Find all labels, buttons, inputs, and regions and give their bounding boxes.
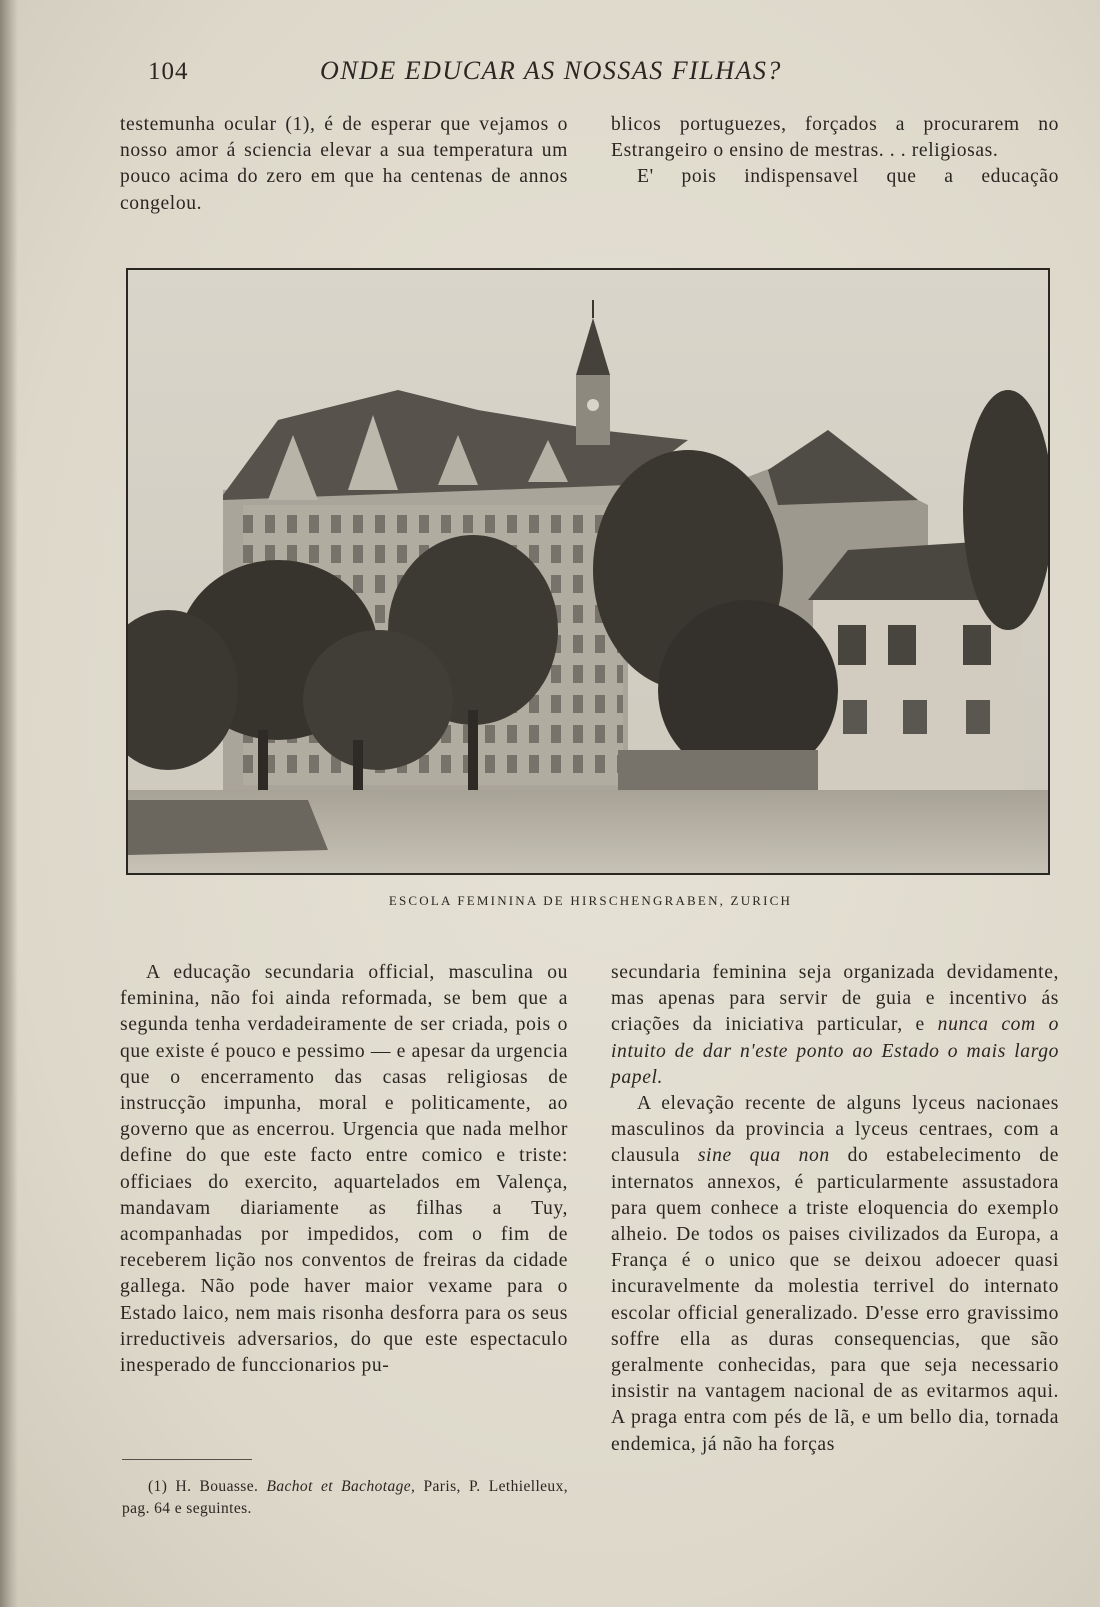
building-illustration [128, 270, 1048, 873]
footnote-work: Bachot et Bachotage, [266, 1478, 416, 1495]
school-photograph [126, 268, 1050, 875]
page-number: 104 [148, 58, 189, 85]
italic-run: nunca com o intuito de dar n'este ponto ao Estado o mais largo papel. [611, 1014, 1060, 1088]
footnote-marker: (1) [148, 1478, 168, 1495]
text-run: A elevação recente de alguns lyceus nacionaes masculinos da provincia a lyceus centraes, com a clausula [611, 1093, 1059, 1167]
italic-run: sine qua non [697, 1145, 830, 1167]
paragraph: blicos portuguezes, forçados a procurarem no Estrangeiro o ensino de mestras. . . religiosas. [611, 114, 1059, 162]
bottom-left-column [120, 960, 568, 1379]
footnote [122, 1476, 568, 1520]
paragraph: A educação secundaria official, masculina ou feminina, não foi ainda reformada, se bem que a segunda tenha verdadeiramente de ser criada, pois o que existe é pouco e pessimo — e apesar da urgencia que o encerramento das casas religiosas de instrucção impunha, moral e politicamente, ao governo que as encerrou. Urgencia que nada melhor define do que este facto entre comico e triste: officiaes do exercito, aquartelados em Valença, mandavam diariamente as filhas a Tuy, acompanhadas por impedidos, com o fim de receberem lição nos conventos de freiras da cidade gallega. Não pode haver maior vexame para o Estado laico, nem mais risonha desforra para os seus irreductiveis adversarios, do que este espectaculo inesperado de funccionarios pu- [120, 962, 568, 1377]
footnote-rule [122, 1459, 252, 1460]
text-run: secundaria feminina seja organizada devidamente, mas apenas para servir de guia e incentivo ás criações da iniciativa particular, e [611, 962, 1059, 1036]
page-binding-shadow [0, 0, 18, 1607]
top-left-column [120, 112, 568, 217]
paragraph: testemunha ocular (1), é de esperar que vejamos o nosso amor á sciencia elevar a sua temperatura um pouco acima do zero em que ha centenas de annos congelou. [120, 114, 568, 214]
paragraph: E' pois indispensavel que a educação [637, 166, 1059, 188]
figure-caption: ESCOLA FEMININA DE HIRSCHENGRABEN, ZURICH [388, 893, 793, 908]
paragraph [611, 960, 1059, 1091]
top-right-column [611, 112, 1059, 191]
footnote-rest: Paris, P. Lethielleux, pag. 64 e seguintes. [122, 1478, 569, 1517]
footnote-author: H. Bouasse. [167, 1478, 267, 1495]
paragraph [611, 1091, 1059, 1458]
running-title: ONDE EDUCAR AS NOSSAS FILHAS? [320, 56, 782, 85]
running-head [0, 52, 1100, 92]
bottom-right-column [611, 960, 1059, 1458]
text-run: do estabelecimento de internatos annexos, é particularmente assustadora para quem conhece a triste eloquencia do exemplo alheio. De todos os paises civilizados da Europa, a França é o unico que se deixou adoecer quasi incuravelmente da molestia terrivel do internato escolar official generalizado. D'esse erro gravissimo soffre ella as duras consequencias, que são geralmente conhecidas, para que seja necessario insistir na vantagem nacional de as evitarmos aqui. A praga entra com pés de lã, e um bello dia, tornada endemica, já não ha forças [611, 1145, 1059, 1455]
